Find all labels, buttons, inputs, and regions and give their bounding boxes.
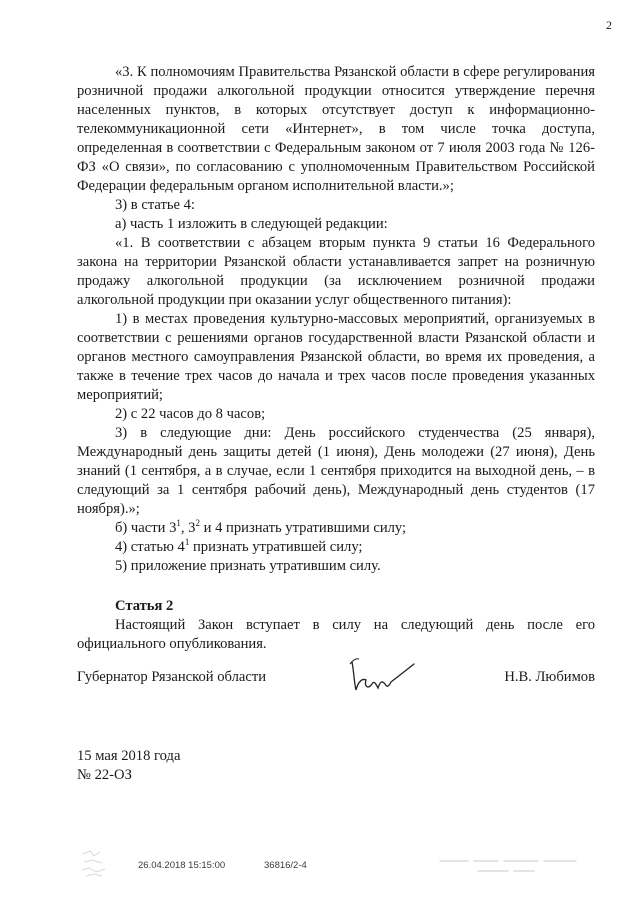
item-b-sup1: 1 <box>176 518 181 529</box>
paragraph-subitem-1: 1) в местах проведения культурно-массовых мероприятий, организуемых в соответствии с решениями органов государственной власти Рязанской области и органов местного самоуправления Рязанской области, во время их проведения, а также в течение трех часов до начала и трех часов после проведения указанных мероприятий; <box>77 311 595 403</box>
governor-name: Н.В. Любимов <box>504 669 595 685</box>
governor-title: Губернатор Рязанской области <box>77 669 267 685</box>
law-number: № 22-ОЗ <box>77 767 132 783</box>
paragraph-article-3-powers: «3. К полномочиям Правительства Рязанской области в сфере регулирования розничной продажи алкогольной продукции относится утверждение перечня населенных пунктов, в которых отсутствует доступ к информационно-телекоммуникационной сети «Интернет», в том числе точка доступа, определенная в соответствии с Федеральным законом от 7 июля 2003 года № 126-ФЗ «О связи», по согласованию с уполномоченным Правительством Российской Федерации федеральным органом исполнительной власти.»; <box>77 64 595 194</box>
signing-date: 15 мая 2018 года <box>77 748 181 764</box>
item-4-sup: 1 <box>184 537 190 548</box>
item-b-prefix: б) части 3 <box>115 520 177 536</box>
faint-watermark-icon <box>438 855 578 879</box>
paragraph-item-4 <box>77 538 595 557</box>
item-4-prefix: 4) статью 4 <box>115 539 185 555</box>
item-b-sup2: 2 <box>195 518 200 529</box>
document-body <box>77 63 595 654</box>
paragraph-subitem-2: 2) с 22 часов до 8 часов; <box>115 406 266 422</box>
paragraph-part-1: «1. В соответствии с абзацем вторым пункта 9 статьи 16 Федерального закона на территории Рязанской области устанавливается запрет на розничную продажу алкогольной продукции (за исключением розничной продажи алкогольной продукции при оказании услуг общественного питания): <box>77 235 595 308</box>
faint-stamp-icon <box>80 848 108 878</box>
paragraph-item-b <box>77 519 595 538</box>
paragraph-item-5: 5) приложение признать утратившим силу. <box>115 558 381 574</box>
date-block <box>77 747 180 785</box>
handwritten-signature-icon <box>344 650 424 700</box>
paragraph-item-a: а) часть 1 изложить в следующей редакции: <box>115 216 388 232</box>
spacer <box>77 576 595 597</box>
article-2-heading: Статья 2 <box>115 598 174 614</box>
footer-doc-code: 36816/2-4 <box>264 860 307 871</box>
article-2-text: Настоящий Закон вступает в силу на следующий день после его официального опубликования. <box>77 617 595 652</box>
page-number: 2 <box>606 18 612 32</box>
footer-timestamp: 26.04.2018 15:15:00 <box>138 860 226 871</box>
item-b-sep: , 3 <box>180 520 196 536</box>
paragraph-item-3: 3) в статье 4: <box>115 197 195 213</box>
item-4-suffix: признать утратившей силу; <box>189 539 363 555</box>
item-b-suffix: и 4 признать утратившими силу; <box>199 520 407 536</box>
paragraph-subitem-3: 3) в следующие дни: День российского студенчества (25 января), Международный день защиты детей (1 июня), День молодежи (27 июня), День знаний (1 сентября, а в случае, если 1 сентября приходится на выходной день, – в следующий за 1 сентября рабочий день), Международный день студентов (17 ноября).»; <box>77 425 595 517</box>
